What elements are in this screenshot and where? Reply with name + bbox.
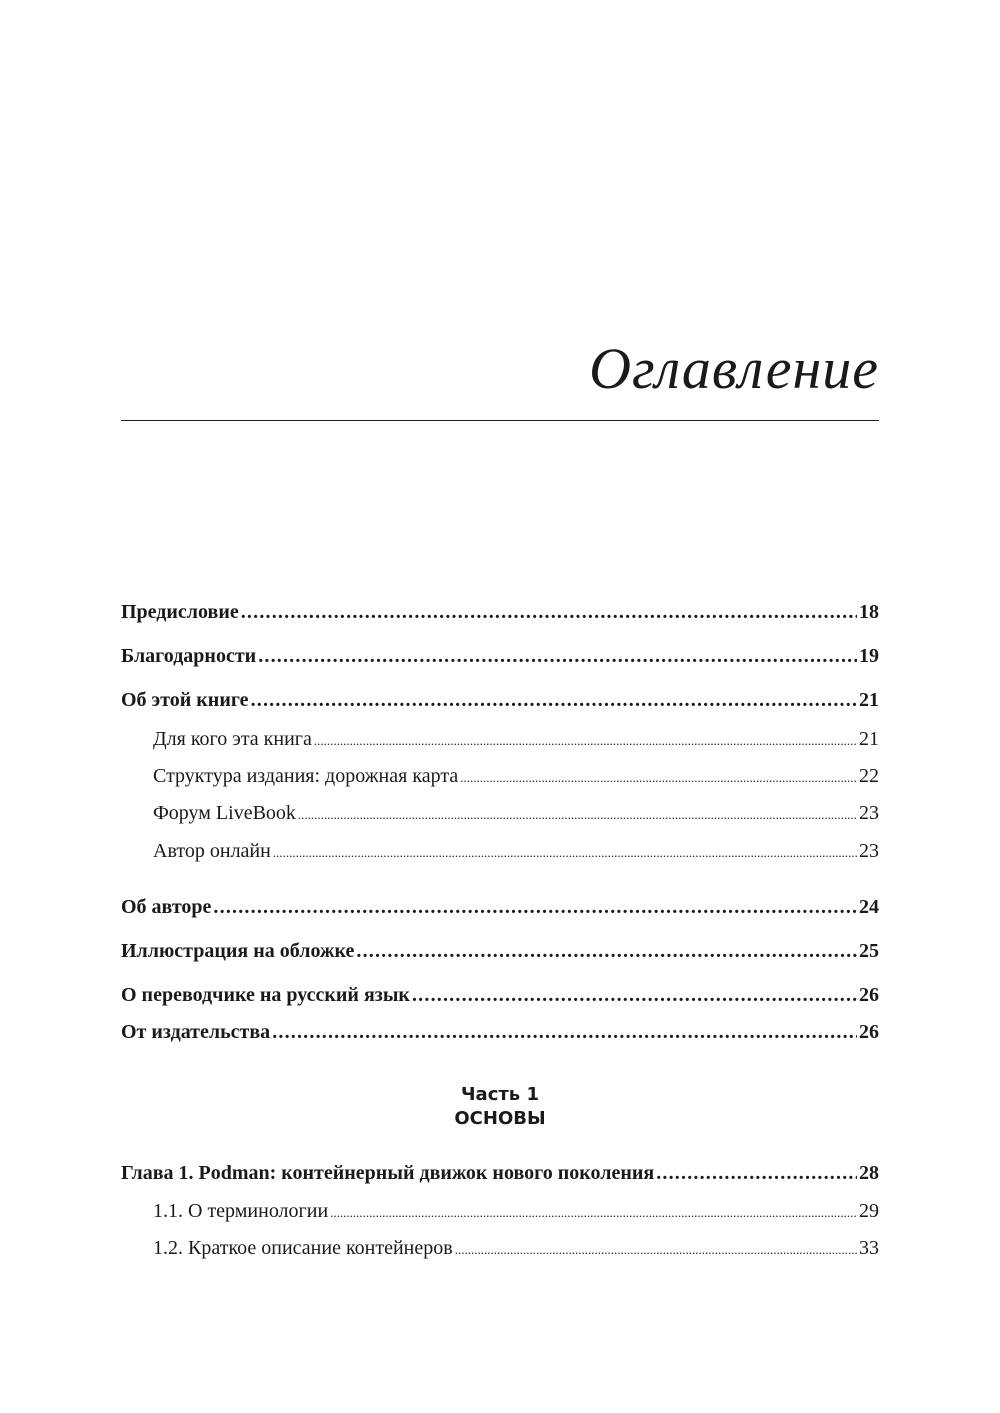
- toc-entry-label: Предисловие: [121, 601, 239, 623]
- toc-dot-leader: [460, 770, 857, 786]
- toc-dot-leader: [298, 807, 857, 823]
- part-number: Часть 1: [461, 1084, 539, 1105]
- toc-entry-label: О переводчике на русский язык: [121, 984, 410, 1006]
- toc-entry-label: Автор онлайн: [153, 840, 271, 862]
- toc-entry-label: Иллюстрация на обложке: [121, 940, 355, 962]
- toc-entry-audience[interactable]: [153, 727, 879, 751]
- toc-entry-chapter-1[interactable]: [121, 1161, 879, 1185]
- toc-page-number: 33: [859, 1237, 879, 1259]
- toc-dot-leader: [330, 1205, 857, 1221]
- toc-page-number: 22: [859, 765, 879, 787]
- toc-entry-label: 1.2. Краткое описание контейнеров: [153, 1237, 453, 1259]
- toc-entry-section-1-2[interactable]: [153, 1236, 879, 1260]
- toc-entry-about-author[interactable]: [121, 895, 879, 919]
- toc-entry-label: Форум LiveBook: [153, 802, 296, 824]
- toc-page-number: 28: [859, 1162, 879, 1184]
- toc-page-number: 29: [859, 1200, 879, 1222]
- toc-entry-cover-illustration[interactable]: [121, 939, 879, 963]
- toc-dot-leader: [412, 983, 857, 1007]
- toc-entry-about-book[interactable]: [121, 688, 879, 712]
- toc-entry-label: Об авторе: [121, 896, 212, 918]
- toc-dot-leader: [258, 644, 857, 668]
- toc-entry-author-online[interactable]: [153, 839, 879, 863]
- toc-entry-label: Об этой книге: [121, 689, 249, 711]
- toc-entry-publisher[interactable]: [121, 1020, 879, 1044]
- toc-dot-leader: [241, 600, 857, 624]
- toc-dot-leader: [356, 939, 857, 963]
- toc-entry-preface[interactable]: [121, 600, 879, 624]
- part-heading: [121, 1083, 879, 1132]
- toc-page-number: 21: [859, 689, 879, 711]
- toc-page-number: 18: [859, 601, 879, 623]
- toc-entry-roadmap[interactable]: [153, 764, 879, 788]
- toc-page-number: 23: [859, 802, 879, 824]
- toc-entry-section-1-1[interactable]: [153, 1199, 879, 1223]
- title-rule: [121, 420, 879, 421]
- toc-page-number: 26: [859, 984, 879, 1006]
- toc-page-number: 24: [859, 896, 879, 918]
- toc-entry-label: От издательства: [121, 1021, 271, 1043]
- part-title: ОСНОВЫ: [454, 1108, 546, 1130]
- toc-dot-leader: [314, 733, 857, 749]
- toc-dot-leader: [272, 1020, 857, 1044]
- toc-page-number: 26: [859, 1021, 879, 1043]
- toc-entry-translator[interactable]: [121, 983, 879, 1007]
- toc-entry-label: Для кого эта книга: [153, 728, 312, 750]
- page-title: Оглавление: [589, 336, 879, 401]
- toc-page-number: 21: [859, 728, 879, 750]
- toc-page-number: 25: [859, 940, 879, 962]
- toc-dot-leader: [213, 895, 857, 919]
- toc-entry-label: Структура издания: дорожная карта: [153, 765, 459, 787]
- toc-entry-label: Глава 1. Podman: контейнерный движок нового поколения: [121, 1162, 655, 1184]
- toc-page-number: 23: [859, 840, 879, 862]
- toc-page-number: 19: [859, 645, 879, 667]
- toc-dot-leader: [273, 845, 857, 861]
- toc-entry-label: Благодарности: [121, 645, 257, 667]
- toc-dot-leader: [455, 1242, 857, 1258]
- toc-entry-acknowledgements[interactable]: [121, 644, 879, 668]
- toc-entry-livebook-forum[interactable]: [153, 801, 879, 825]
- toc-dot-leader: [251, 688, 857, 712]
- toc-dot-leader: [656, 1161, 857, 1185]
- toc-entry-label: 1.1. О терминологии: [153, 1200, 329, 1222]
